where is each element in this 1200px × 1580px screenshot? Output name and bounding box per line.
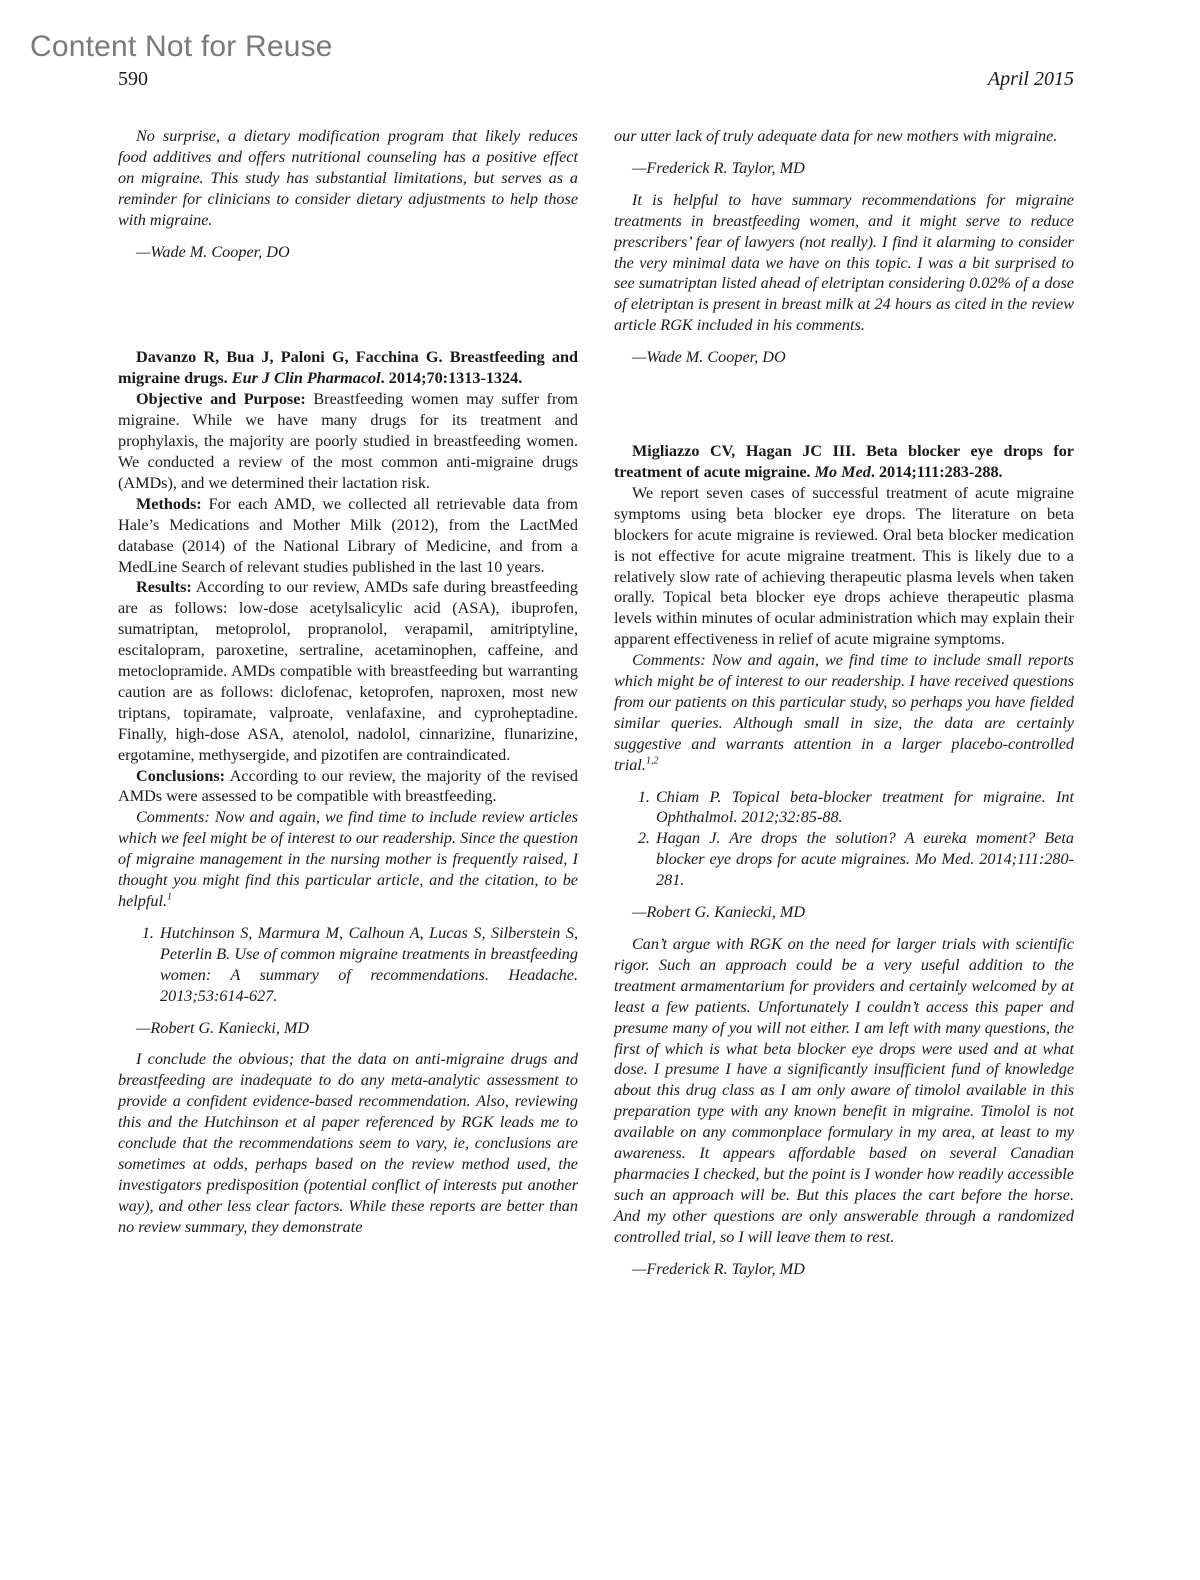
commentary-signature: —Robert G. Kaniecki, MD <box>136 1018 310 1037</box>
reference-item: 1. Chiam P. Topical beta-blocker treatment for migraine. Int Ophthalmol. 2012;32:85-88. <box>654 787 1074 829</box>
commentary-signature: —Frederick R. Taylor, MD <box>632 1259 805 1278</box>
citation-details: . 2014;111:283-288. <box>870 462 1003 481</box>
footnote-marker: 1 <box>167 891 173 903</box>
citation-details: . 2014;70:1313-1324. <box>380 369 523 388</box>
footnote-marker: 1,2 <box>645 755 659 767</box>
commentary-signature: —Frederick R. Taylor, MD <box>632 158 805 177</box>
citation-journal: Eur J Clin Pharmacol <box>231 369 381 388</box>
objective-text: Breastfeeding women may suffer from migraine. While we have many drugs for its treatment and prophylaxis, the majority are poorly studied in breastfeeding women. We conducted a review of the most common anti-migraine drugs (AMDs), and we determined their lactation risk. <box>118 390 578 492</box>
methods-label: Methods: <box>136 494 202 513</box>
conclusions-text: According to our review, the majority of the revised AMDs were assessed to be compatible with breastfeeding. <box>118 766 578 806</box>
reference-list <box>118 923 578 1007</box>
editor-comment <box>118 807 578 912</box>
results-text: According to our review, AMDs safe during breastfeeding are as follows: low-dose acetylsalicylic acid (ASA), ibuprofen, sumatriptan, metoprolol, propranolol, verapamil, amitriptyline, escitalopram, paroxetine, sertraline, acetaminophen, caffeine, and metoclopramide. AMDs compatible with breastfeeding but warranting caution are as follows: diclofenac, ketoprofen, naproxen, most new triptans, topiramate, valproate, venlafaxine, and cyproheptadine. Finally, high-dose ASA, atenolol, nadolol, cinnarizine, flunarizine, ergotamine, methysergide, and pizotifen are contraindicated. <box>118 578 578 764</box>
objective-label: Objective and Purpose: <box>136 390 306 409</box>
section-spacer <box>118 273 578 347</box>
reference-item: 1. Hutchinson S, Marmura M, Calhoun A, Lucas S, Silberstein S, Peterlin B. Use of common migraine treatments in breastfeeding women: A summary of recommendations. Headache. 2013;53:614-627. <box>158 923 578 1007</box>
results-label: Results: <box>136 578 192 597</box>
article-citation-heading <box>118 347 578 389</box>
citation-authors-title: Davanzo R, Bua J, Paloni G, Facchina G. Breastfeeding and migraine drugs. <box>118 348 578 388</box>
article-citation-heading <box>614 441 1074 483</box>
abstract-methods <box>118 494 578 578</box>
commentary-signature: —Wade M. Cooper, DO <box>136 242 290 261</box>
right-column <box>614 126 1074 1291</box>
commentary-text: Can’t argue with RGK on the need for larger trials with scientific rigor. Such an approach could be a very useful addition to the treatment armamentarium for providers and certainly welcomed by at least a few patients. Unfortunately I couldn’t access this paper and presume many of you will not either. I am left with many questions, the first of which is what beta blocker eye drops were used and at what dose. I presume I have a significantly insufficient fund of knowledge about this drug class as I am only aware of timolol available in this preparation type with any known benefit in migraine. Timolol is not available on any commonplace formulary in my area, at least to my awareness. It appears affordable based on several Canadian pharmacies I checked, but the point is I wonder how readily accessible such an approach will be. But this places the cart before the horse. And my other questions are only answerable through a randomized controlled trial, so I will leave them to rest. <box>614 935 1074 1246</box>
watermark: Content Not for Reuse <box>30 30 333 63</box>
editor-comment <box>614 650 1074 775</box>
commentary-signature: —Robert G. Kaniecki, MD <box>632 903 806 922</box>
methods-text: For each AMD, we collected all retrievable data from Hale’s Medications and Mother Milk (2012), from the LactMed database (2014) of the National Library of Medicine, and from a MedLine Search of relevant studies published in the last 10 years. <box>118 494 578 576</box>
reference-list <box>614 787 1074 892</box>
citation-journal: Mo Med <box>814 462 871 481</box>
comment-text: Comments: Now and again, we find time to include review articles which we feel might be of interest to our readership. Since the question of migraine management in the nursing mother is frequently raised, I thought you might find this particular article, and the citation, to be helpful. <box>118 808 578 910</box>
conclusions-label: Conclusions: <box>136 766 226 785</box>
page-number: 590 <box>118 68 148 90</box>
abstract-text: We report seven cases of successful treatment of acute migraine symptoms using beta blocker eye drops. The literature on beta blockers for acute migraine is reviewed. Oral beta blocker medication is not effective for acute migraine treatment. This is likely due to a relatively slow rate of achieving therapeutic plasma levels when taken orally. Topical beta blocker eye drops achieve therapeutic plasma levels within minutes of ocular administration which may explain their apparent effectiveness in relief of acute migraine symptoms. <box>614 483 1074 649</box>
left-column <box>118 126 578 1238</box>
comment-text: Comments: Now and again, we find time to include small reports which might be of interest to our readership. I have received questions from our patients on this particular study, so perhaps you have fielded similar queries. Although small in size, the data are certainly suggestive and warrants attention in a larger placebo-controlled trial. <box>614 651 1074 774</box>
commentary-text: No surprise, a dietary modification program that likely reduces food additives and offers nutritional counseling has a positive effect on migraine. This study has substantial limitations, but serves as a reminder for clinicians to consider dietary adjustments to help those with migraine. <box>118 127 578 229</box>
citation-authors-title: Migliazzo CV, Hagan JC III. Beta blocker eye drops for treatment of acute migraine. <box>614 442 1074 481</box>
section-spacer <box>614 379 1074 441</box>
abstract-conclusions <box>118 766 578 808</box>
issue-date: April 2015 <box>987 68 1074 90</box>
abstract-objective <box>118 389 578 494</box>
commentary-text-continued: our utter lack of truly adequate data for new mothers with migraine. <box>614 127 1058 145</box>
commentary-signature: —Wade M. Cooper, DO <box>632 348 786 367</box>
abstract-results <box>118 577 578 765</box>
reference-item: 2. Hagan J. Are drops the solution? A eureka moment? Beta blocker eye drops for acute migraines. Mo Med. 2014;111:280-281. <box>654 828 1074 891</box>
commentary-text: I conclude the obvious; that the data on anti-migraine drugs and breastfeeding are inadequate to do any meta-analytic assessment to provide a confident evidence-based recommendation. Also, reviewing this and the Hutchinson et al paper referenced by RGK leads me to conclude that the recommendations seem to vary, ie, conclusions are sometimes at odds, perhaps based on the review method used, the investigators predisposition (potential conflict of interests put another way), and other less clear factors. While these reports are better than no review summary, they demonstrate <box>118 1050 578 1236</box>
commentary-text: It is helpful to have summary recommendations for migraine treatments in breastfeeding women, and it might serve to reduce prescribers’ fear of lawyers (not really). I find it alarming to consider the very minimal data we have on this topic. I was a bit surprised to see sumatriptan listed ahead of eletriptan considering 0.02% of a dose of eletriptan is present in breast milk at 24 hours as cited in the review article RGK included in his comments. <box>614 190 1074 335</box>
